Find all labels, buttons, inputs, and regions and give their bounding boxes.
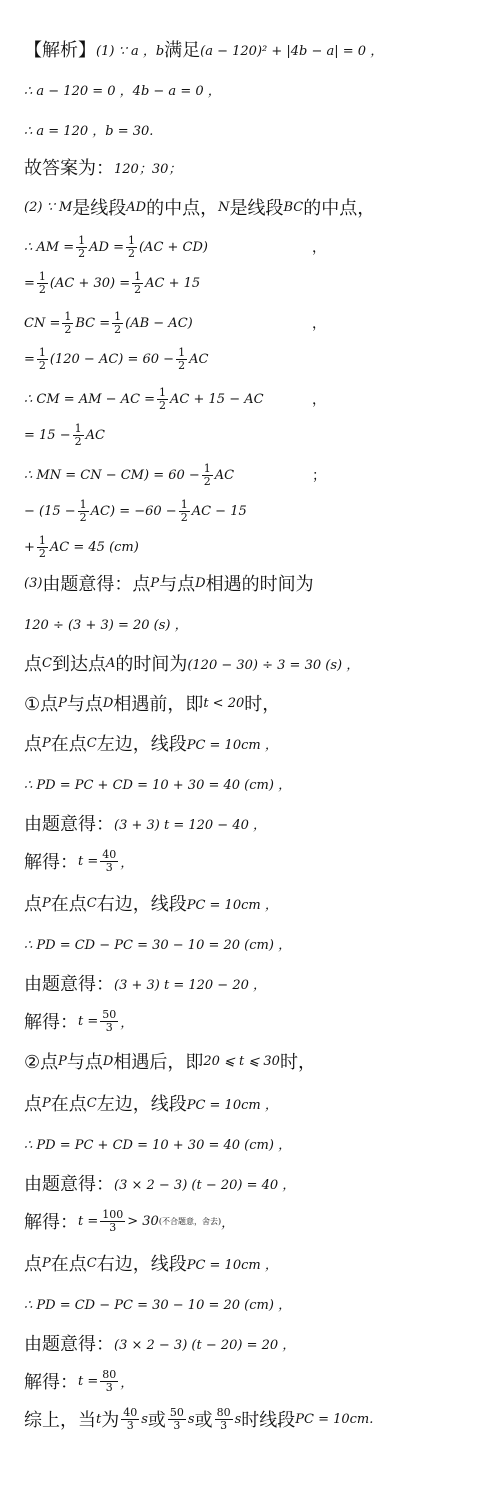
rejected-note: (不合题意，舍去) <box>158 1216 222 1226</box>
solve-line: 解得： t = $\frac{100}{3}$ > 30 (不合题意，舍去) ， <box>24 1207 235 1234</box>
fraction: $\frac{1}{2}$ <box>79 497 87 524</box>
fraction: $\frac{40}{3}$ <box>102 847 117 874</box>
fraction: $\frac{50}{3}$ <box>102 1007 117 1034</box>
fraction: $\frac{1}{2}$ <box>134 269 142 296</box>
text-line: 点 P 在点 C 右边，线段 PC = 10cm ， <box>24 894 278 915</box>
fraction: $\frac{1}{2}$ <box>38 269 46 296</box>
fraction: $\frac{80}{3}$ <box>102 1367 117 1394</box>
fraction: $\frac{1}{2}$ <box>74 421 82 448</box>
text-line: 由题意得： (3 × 2 − 3) (t − 20) = 20 ， <box>24 1334 296 1355</box>
math-line: ∴ PD = CD − PC = 30 − 10 = 20 (cm) ， <box>24 937 292 953</box>
math-line: ∴ PD = PC + CD = 10 + 30 = 40 (cm) ， <box>24 777 292 793</box>
math-line: ∴ a = 120 ，b = 30. <box>24 123 154 139</box>
text-line: 点 P 在点 C 左边，线段 PC = 10cm ， <box>24 1094 278 1115</box>
math-line: ∴ CM = AM − AC = $\frac{1}{2}$ AC + 15 − AC ， <box>24 385 326 412</box>
text-line: 点 C 到达点 A 的时间为 (120 − 30) ÷ 3 = 30 (s) ， <box>24 654 360 675</box>
math-line: = 15 − $\frac{1}{2}$ AC <box>24 421 105 448</box>
fraction: $\frac{80}{3}$ <box>216 1405 231 1432</box>
fraction: $\frac{100}{3}$ <box>102 1207 124 1234</box>
part-2-intro: (2) ∵ M 是线段 AD 的中点， N 是线段 BC 的中点， <box>24 198 376 219</box>
math-line: ∴ AM = $\frac{1}{2}$ AD = $\frac{1}{2}$ (AC + CD) ， <box>24 233 326 260</box>
math-line: ∴ PD = CD − PC = 30 − 10 = 20 (cm) ， <box>24 1297 292 1313</box>
solve-line: 解得： t = $\frac{80}{3}$ ， <box>24 1367 134 1394</box>
fraction: $\frac{1}{2}$ <box>38 533 46 560</box>
math-line: 120 ÷ (3 + 3) = 20 (s) ， <box>24 617 188 633</box>
text-line: 点 P 在点 C 左边，线段 PC = 10cm ， <box>24 734 278 755</box>
fraction: $\frac{50}{3}$ <box>169 1405 184 1432</box>
fraction: $\frac{1}{2}$ <box>38 345 46 372</box>
fraction: $\frac{1}{2}$ <box>180 497 188 524</box>
conclusion-line: 综上，当 t 为 $\frac{40}{3}$ s 或 $\frac{50}{3}$ s 或 $\frac{80}{3}$ s 时线段 PC = 10cm. <box>24 1405 374 1432</box>
fraction: $\frac{1}{2}$ <box>127 233 135 260</box>
text-line: 由题意得： (3 + 3) t = 120 − 20 ， <box>24 974 267 995</box>
fraction: $\frac{1}{2}$ <box>159 385 167 412</box>
text-line: 由题意得： (3 + 3) t = 120 − 40 ， <box>24 814 267 835</box>
math-line: ∴ MN = CN − CM) = 60 − $\frac{1}{2}$ AC ； <box>24 461 326 488</box>
fraction: $\frac{1}{2}$ <box>78 233 86 260</box>
fraction: $\frac{1}{2}$ <box>114 309 122 336</box>
analysis-heading: 【解析】 <box>24 40 96 61</box>
math-line: + $\frac{1}{2}$ AC = 45 (cm) <box>24 533 139 560</box>
fraction: $\frac{1}{2}$ <box>203 461 211 488</box>
math-line: = $\frac{1}{2}$ (120 − AC) = 60 − $\frac{1}{2}$ AC <box>24 345 209 372</box>
math-line: = $\frac{1}{2}$ (AC + 30) = $\frac{1}{2}$ AC + 15 <box>24 269 201 296</box>
case-1-heading: ①点 P 与点 D 相遇前，即 t < 20 时， <box>24 694 281 715</box>
math-line: CN = $\frac{1}{2}$ BC = $\frac{1}{2}$ (AB − AC) ， <box>24 309 326 336</box>
math-line: ∴ a − 120 = 0 ，4b − a = 0 ， <box>24 83 221 99</box>
fraction: $\frac{40}{3}$ <box>123 1405 138 1432</box>
case-2-heading: ②点 P 与点 D 相遇后，即 20 ⩽ t ⩽ 30 时， <box>24 1052 316 1073</box>
fraction: $\frac{1}{2}$ <box>178 345 186 372</box>
part-3-intro: (3) 由题意得：点 P 与点 D 相遇的时间为 <box>24 574 314 595</box>
answer-line: 故答案为： 120；30； <box>24 158 182 179</box>
fraction: $\frac{1}{2}$ <box>64 309 72 336</box>
solve-line: 解得： t = $\frac{40}{3}$ ， <box>24 847 134 874</box>
text-line: 点 P 在点 C 右边，线段 PC = 10cm ， <box>24 1254 278 1275</box>
math-line: − (15 − $\frac{1}{2}$ AC) = −60 − $\frac{1}{2}$ AC − 15 <box>24 497 247 524</box>
text-line: 由题意得： (3 × 2 − 3) (t − 20) = 40 ， <box>24 1174 296 1195</box>
math-line: ∴ PD = PC + CD = 10 + 30 = 40 (cm) ， <box>24 1137 292 1153</box>
analysis-line-1: 【解析】 (1) ∵ a ，b 满足 (a − 120)² + |4b − a| = 0 ， <box>24 34 492 64</box>
solve-line: 解得： t = $\frac{50}{3}$ ， <box>24 1007 134 1034</box>
